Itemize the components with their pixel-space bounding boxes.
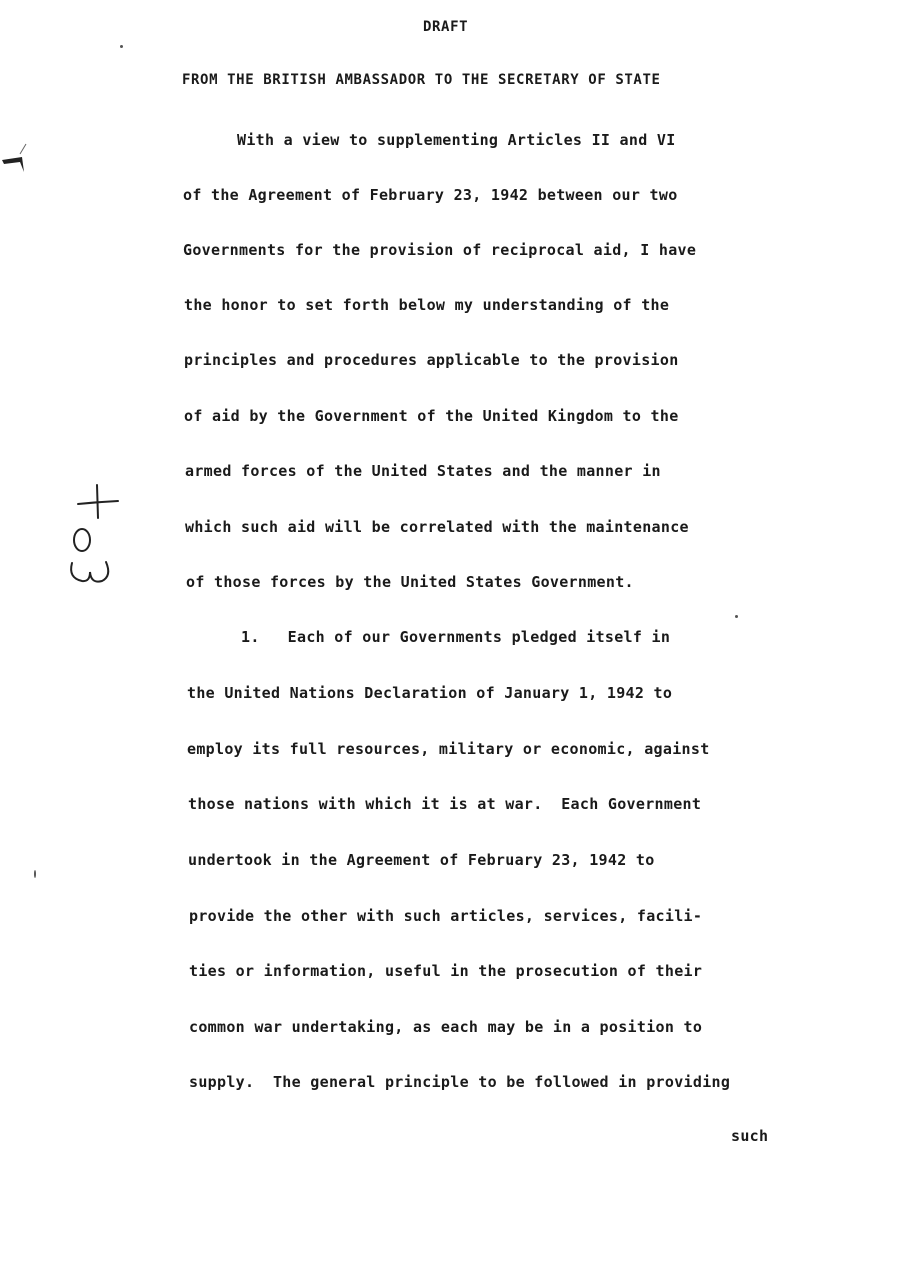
body-line: the United Nations Declaration of January 1, 1942 to — [187, 684, 673, 702]
draft-label: DRAFT — [423, 19, 469, 35]
body-line: which such aid will be correlated with the maintenance — [185, 518, 689, 536]
scan-speck — [735, 615, 738, 618]
body-line: ties or information, useful in the prosecution of their — [189, 962, 703, 980]
scan-speck — [34, 870, 36, 878]
from-line: FROM THE BRITISH AMBASSADOR TO THE SECRETARY OF STATE — [182, 72, 661, 88]
body-line: of the Agreement of February 23, 1942 between our two — [183, 186, 678, 204]
margin-handwriting — [60, 480, 130, 600]
body-line: armed forces of the United States and the manner in — [185, 462, 661, 480]
body-line: those nations with which it is at war. Each Government — [188, 795, 702, 813]
body-line: of those forces by the United States Government. — [186, 573, 634, 591]
body-line: supply. The general principle to be followed in providing — [189, 1073, 731, 1091]
body-line: of aid by the Government of the United Kingdom to the — [184, 407, 679, 425]
body-line: With a view to supplementing Articles II and VI — [237, 131, 676, 149]
scan-speck — [120, 45, 123, 48]
body-line: undertook in the Agreement of February 23, 1942 to — [188, 851, 655, 869]
body-line: employ its full resources, military or economic, against — [187, 740, 710, 758]
body-line: the honor to set forth below my understanding of the — [184, 296, 670, 314]
scan-mark — [0, 140, 40, 200]
paragraph-1-start: 1. Each of our Governments pledged itself in — [241, 628, 671, 646]
body-line: principles and procedures applicable to the provision — [184, 351, 679, 369]
body-line: Governments for the provision of reciprocal aid, I have — [183, 241, 697, 259]
body-line: provide the other with such articles, services, facili- — [189, 907, 703, 925]
body-line: common war undertaking, as each may be in a position to — [189, 1018, 703, 1036]
catchword: such — [731, 1127, 769, 1145]
